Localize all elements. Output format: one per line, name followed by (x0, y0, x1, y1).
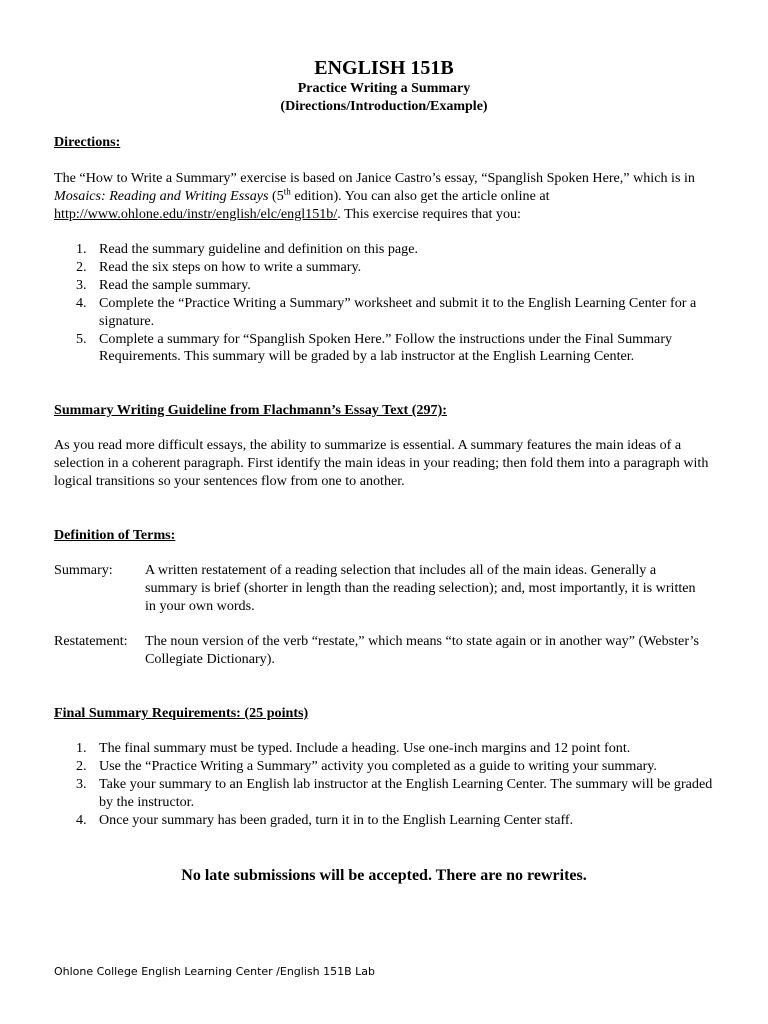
list-item-text: Read the six steps on how to write a summary. (99, 258, 362, 275)
page-subtitle: Practice Writing a Summary (297, 81, 471, 96)
list-number: 1. (76, 241, 87, 257)
book-title: Mosaics: Reading and Writing Essays (54, 187, 269, 204)
directions-intro-text-2: . This exercise requires that you: (337, 205, 521, 222)
list-item-text: Once your summary has been graded, turn it in to the English Learning Center staff. (99, 811, 574, 828)
list-number: 2. (76, 258, 87, 275)
list-number: 4. (76, 294, 87, 311)
list-number: 4. (76, 811, 87, 828)
requirements-list (54, 740, 716, 830)
restatement-term: Restatement: (54, 633, 128, 649)
guideline-text: As you read more difficult essays, the ability to summarize is essential. A summary features the main ideas of a selection in a coherent paragraph. First identify the main ideas in your reading; then fold them into a paragraph with logical transitions so your sentences flow from one to another. (54, 437, 709, 489)
summary-definition: A written restatement of a reading selection that includes all of the main ideas. Generally a summary is brief (shorter in length than the reading selection); and, most importantly, it is written in your own words. (145, 562, 696, 614)
list-item-text: Take your summary to an English lab instructor at the English Learning Center. The summary will be graded by the instructor. (99, 775, 713, 810)
list-item-text: The final summary must be typed. Include a heading. Use one-inch margins and 12 point font. (99, 740, 631, 756)
list-item (54, 776, 716, 812)
list-item (54, 758, 716, 776)
edition-open: (5 (268, 187, 284, 204)
list-item (54, 259, 716, 277)
list-item (54, 812, 716, 830)
restatement-definition: The noun version of the verb “restate,” which means “to state again or in another way” (Webster’s Collegiate Dictionary). (145, 633, 699, 667)
list-number: 2. (76, 757, 87, 774)
directions-list (54, 241, 716, 366)
directions-heading: Directions: (54, 134, 121, 150)
directions-intro (54, 170, 716, 224)
list-number: 3. (76, 276, 87, 293)
definitions-heading: Definition of Terms: (54, 527, 176, 543)
closing-notice: No late submissions will be accepted. There are no rewrites. (181, 867, 587, 884)
list-item-text: Read the sample summary. (99, 276, 251, 293)
article-url-link[interactable]: http://www.ohlone.edu/instr/english/elc/engl151b/ (54, 205, 338, 222)
edition-close: edition). You can also get the article online at (290, 187, 550, 204)
list-item-text: Read the summary guideline and definition on this page. (99, 241, 418, 257)
list-number: 1. (76, 740, 87, 756)
requirements-heading: Final Summary Requirements: (25 points) (54, 705, 309, 721)
page-subsubtitle: (Directions/Introduction/Example) (280, 99, 488, 114)
guideline-heading: Summary Writing Guideline from Flachmann’s Essay Text (297): (54, 402, 447, 418)
list-item-text: Complete the “Practice Writing a Summary” worksheet and submit it to the English Learning Center for a signature. (99, 294, 697, 329)
list-item (54, 295, 716, 331)
list-number: 3. (76, 775, 87, 792)
edition-superscript: th (283, 186, 291, 197)
list-item-text: Use the “Practice Writing a Summary” activity you completed as a guide to writing your summary. (99, 757, 657, 774)
directions-intro-text-1: The “How to Write a Summary” exercise is based on Janice Castro’s essay, “Spanglish Spoken Here,” which is in (54, 170, 695, 186)
list-item-text: Complete a summary for “Spanglish Spoken Here.” Follow the instructions under the Final Summary Requirements. This summary will be graded by a lab instructor at the English Learning Center. (99, 330, 673, 365)
page-footer: Ohlone College English Learning Center /English 151B Lab (54, 965, 375, 978)
list-number: 5. (76, 330, 87, 347)
list-item (54, 331, 716, 367)
summary-term: Summary: (54, 562, 113, 578)
list-item (54, 241, 716, 259)
course-title: ENGLISH 151B (314, 57, 454, 79)
list-item (54, 277, 716, 295)
list-item (54, 740, 716, 758)
